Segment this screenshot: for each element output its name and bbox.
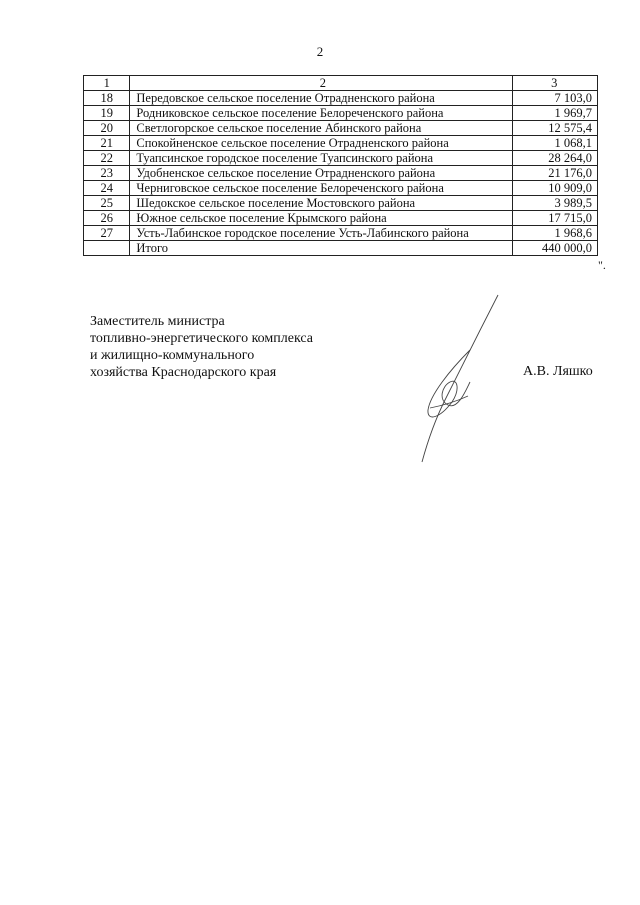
amount-cell: 1 969,7 (513, 106, 598, 121)
table-row (84, 166, 598, 181)
amount-cell: 1 068,1 (513, 136, 598, 151)
settlement-name-cell: Усть-Лабинское городское поселение Усть-Лабинского района (130, 226, 513, 241)
settlement-name-cell: Итого (130, 241, 513, 256)
amount-cell: 3 989,5 (513, 196, 598, 211)
amount-cell: 440 000,0 (513, 241, 598, 256)
table-row (84, 181, 598, 196)
signer-title-line: и жилищно-коммунального (90, 348, 255, 363)
signer-title-line: хозяйства Краснодарского края (90, 365, 277, 380)
row-number-cell: 19 (84, 106, 130, 121)
settlement-name-cell: Южное сельское поселение Крымского района (130, 211, 513, 226)
row-number-cell: 23 (84, 166, 130, 181)
settlement-name-cell: Шедокское сельское поселение Мостовского района (130, 196, 513, 211)
amount-cell: 1 968,6 (513, 226, 598, 241)
table-body (84, 76, 598, 256)
table-row (84, 136, 598, 151)
table-row (84, 211, 598, 226)
table-row (84, 226, 598, 241)
settlement-name-cell: Спокойненское сельское поселение Отрадненского района (130, 136, 513, 151)
table-row (84, 196, 598, 211)
amount-cell: 12 575,4 (513, 121, 598, 136)
signer-name: А.В. Ляшко (523, 364, 593, 379)
table-row (84, 106, 598, 121)
data-table (83, 75, 598, 256)
row-number-cell: 22 (84, 151, 130, 166)
handwritten-signature (400, 290, 510, 470)
settlement-name-cell: Передовское сельское поселение Отрадненского района (130, 91, 513, 106)
table-row (84, 151, 598, 166)
settlement-name-cell: Туапсинское городское поселение Туапсинского района (130, 151, 513, 166)
row-number-cell: 25 (84, 196, 130, 211)
row-number-cell (84, 241, 130, 256)
header-cell-2: 2 (130, 76, 513, 91)
settlement-name-cell: Светлогорское сельское поселение Абинского района (130, 121, 513, 136)
signature-block (90, 313, 313, 381)
signer-title-line: топливно-энергетического комплекса (90, 331, 313, 346)
row-number-cell: 18 (84, 91, 130, 106)
settlement-name-cell: Удобненское сельское поселение Отрадненского района (130, 166, 513, 181)
settlement-name-cell: Родниковское сельское поселение Белореченского района (130, 106, 513, 121)
signer-title-line: Заместитель министра (90, 314, 225, 329)
row-number-cell: 26 (84, 211, 130, 226)
amount-cell: 28 264,0 (513, 151, 598, 166)
amount-cell: 10 909,0 (513, 181, 598, 196)
row-number-cell: 27 (84, 226, 130, 241)
table-header-row (84, 76, 598, 91)
closing-quote: ". (598, 258, 606, 272)
row-number-cell: 21 (84, 136, 130, 151)
page-number: 2 (316, 44, 324, 59)
settlement-name-cell: Черниговское сельское поселение Белореченского района (130, 181, 513, 196)
amount-cell: 21 176,0 (513, 166, 598, 181)
total-row (84, 241, 598, 256)
header-cell-1: 1 (84, 76, 130, 91)
table-row (84, 91, 598, 106)
amount-cell: 17 715,0 (513, 211, 598, 226)
header-cell-3: 3 (513, 76, 598, 91)
table-row (84, 121, 598, 136)
row-number-cell: 20 (84, 121, 130, 136)
amount-cell: 7 103,0 (513, 91, 598, 106)
row-number-cell: 24 (84, 181, 130, 196)
